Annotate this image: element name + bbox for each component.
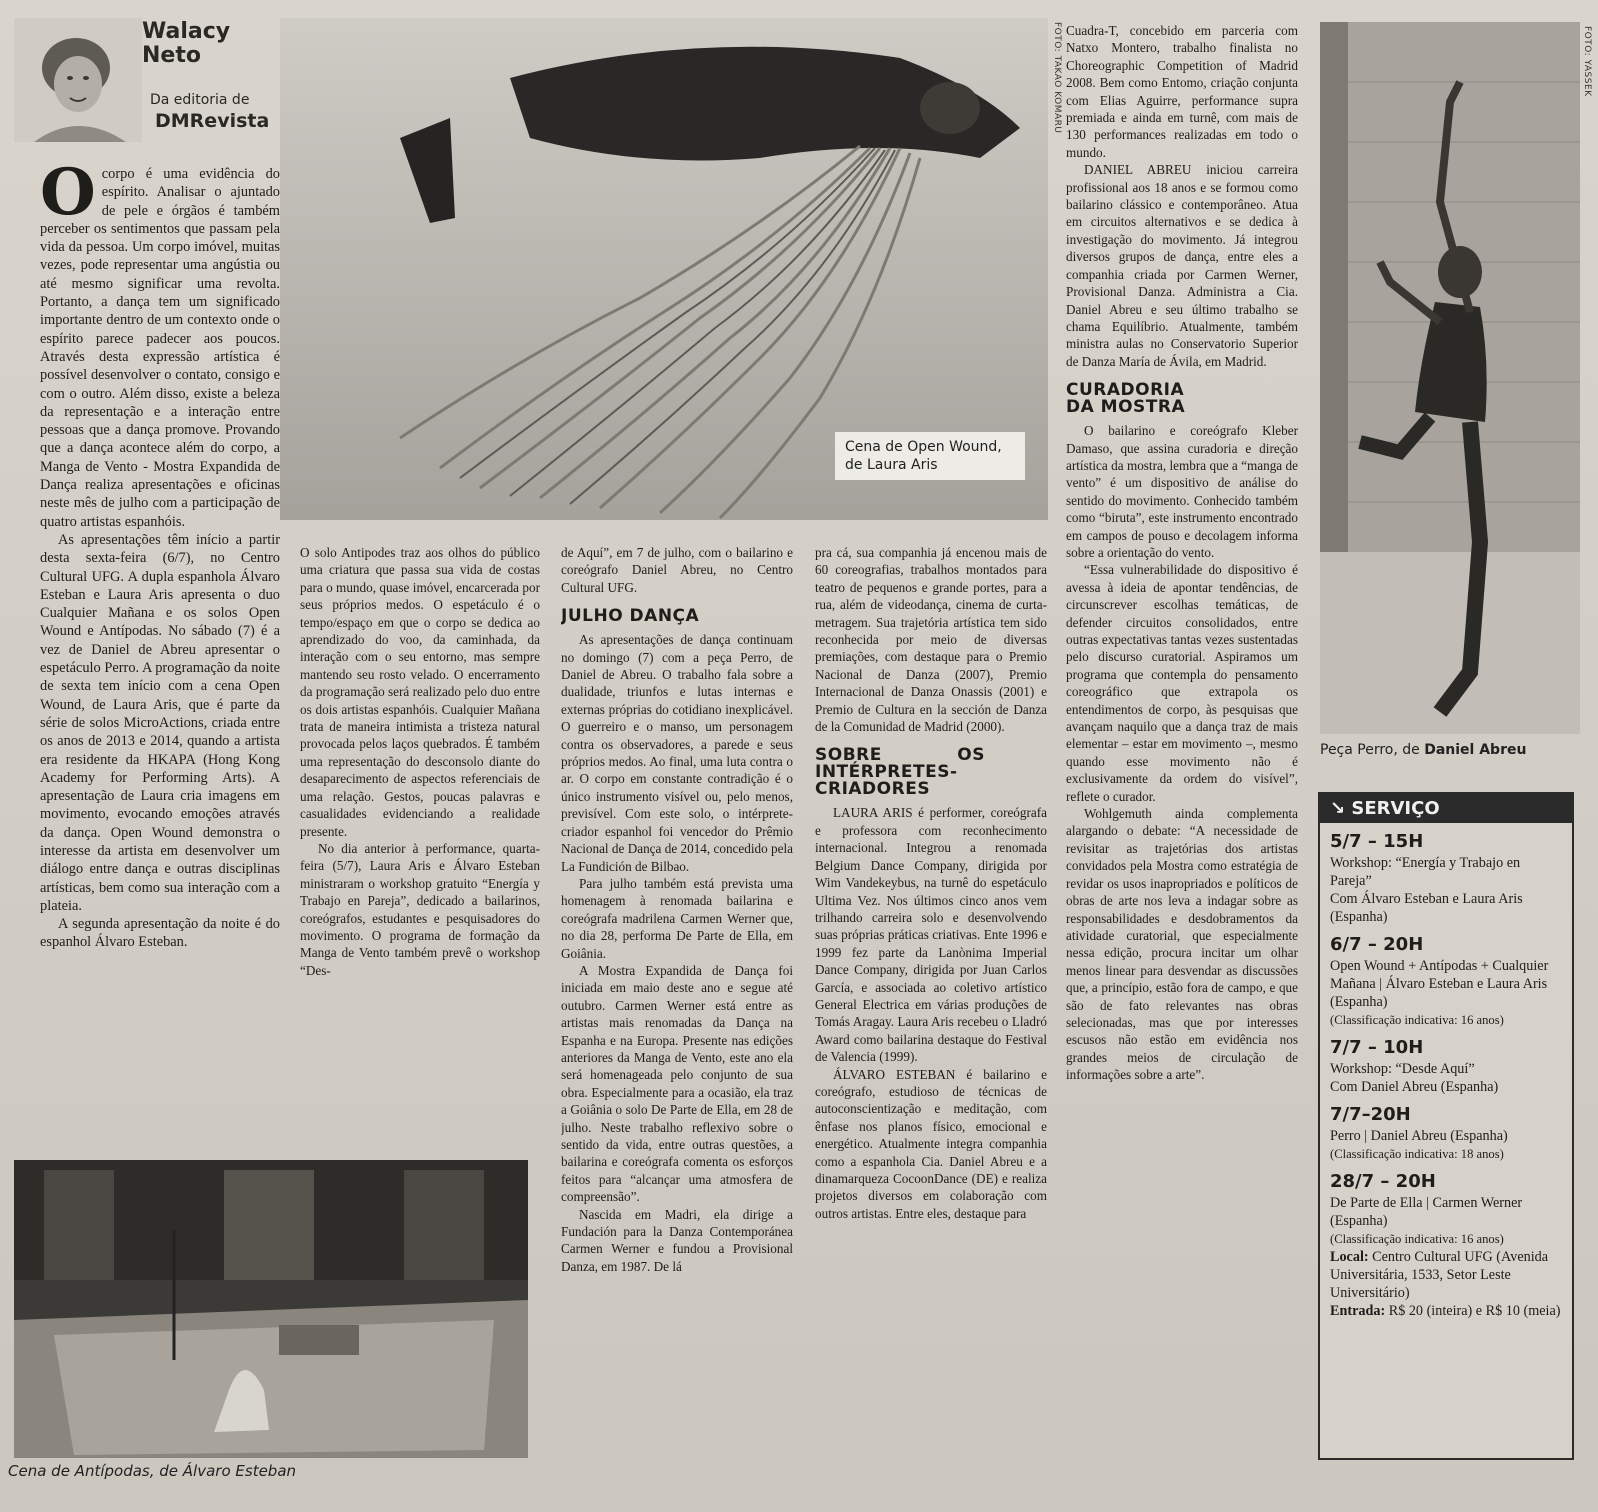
event-3-line-2: Com Daniel Abreu (Espanha) — [1330, 1079, 1499, 1095]
bottom-photo-caption: Cena de Antípodas, de Álvaro Esteban — [8, 1462, 297, 1480]
event-1-time: 5/7 – 15H — [1330, 831, 1424, 852]
top-photo-credit: FOTO: TAKAO KOMARU — [1052, 22, 1062, 134]
event-4 — [1320, 1104, 1572, 1163]
col5-paragraph-a1: DANIEL ABREU iniciou carreira profissional aos 18 anos e se formou como bailarino clássico e contemporâneo. Atua em circuitos alternativos e se dedica à investigação do movimento. Já integrou diversos grupos de dança, entre eles a companhia criada por Carmen Werner, Provisional Danza. Administra a Cia. Daniel Abreu e seu último trabalho se chama Equilíbrio. Atualmente, também ministra aulas no Conservatorio Superior de Danza María de Ávila, em Madrid. — [1066, 162, 1298, 369]
event-1-line-1: Workshop: “Energía y Trabajo en Pareja” — [1330, 855, 1521, 889]
column-3 — [561, 544, 793, 1472]
event-3-time: 7/7 – 10H — [1330, 1037, 1424, 1058]
entrada-value: R$ 20 (inteira) e R$ 10 (meia) — [1388, 1303, 1561, 1319]
servico-entrada — [1330, 1302, 1564, 1320]
desk-prefix: Da editoria de — [150, 92, 250, 108]
column-5 — [1066, 22, 1298, 1472]
col5-paragraph-b3: Wohlgemuth ainda complementa alargando o debate: “A necessidade de revisitar as trajetórias dos artistas convidados pela Mostra como estratégia de revidar os usos inapropriados e políticos de obras de arte nos leva a indagar sobre as responsabilidades e desdobramentos da atividade curatorial, que especialmente nessa edição, procura incitar um olhar menos linear para desvendar as discussões que, a princípio, estão fora de campo, e que são de fato relevantes nas obras selecionadas, mas que por interesses escusos não estão em evidência nos grandes meios de circulação de informações sobre a arte”. — [1066, 806, 1298, 1083]
event-2-rating: (Classificação indicativa: 16 anos) — [1330, 1013, 1504, 1027]
local-label: Local: — [1330, 1249, 1369, 1265]
event-5 — [1320, 1171, 1572, 1248]
col3-paragraph-3: A Mostra Expandida de Dança foi iniciada em maio deste ano e segue até outubro. Carmen Werner está entre as artistas mais renomadas da Dança na Espanha e na Europa. Presente nas edições anteriores da Manga de Vento, este ano ela será homenageada pelo conjunto de sua obra. Especialmente para a ocasião, ela traz a Goiânia o solo De Parte de Ella, em 28 de julho. Neste trabalho reflexivo sobre o sentido da vida, entre outras questões, a bailarina e coreógrafa comenta os esforços feitos para “alcançar uma atmosfera de compreensão”. — [561, 962, 793, 1205]
col4-paragraph-2: ÁLVARO ESTEBAN é bailarino e coreógrafo, estudioso de técnicas de autoconscientização e meditação, com ênfase nos planos físico, emocional e energético. Atualmente integra companhia como a espanhola Cia. Daniel Abreu e a dinamarqueza CocoonDance (DE) e realiza projetos diversos em colaboração com outros artistas. Entre eles, destaque para — [815, 1066, 1047, 1221]
col2-paragraph-2: No dia anterior à performance, quarta-feira (5/7), Laura Aris e Álvaro Esteban ministraram o workshop gratuito “Energía y Trabajo en Pareja”, dedicado a bailarinos, coreógrafos, estudantes e pesquisadores do movimento. O programa de formação da Manga de Vento também prevê o workshop “Des- — [300, 840, 540, 978]
servico-header — [1320, 794, 1572, 823]
col3-paragraph-2: Para julho também está prevista uma homenagem à renomada bailarina e coreógrafa madrilena Carmen Werner que, no dia 28, performa De Parte de Ella, em Goiânia. — [561, 875, 793, 961]
heading-julho-danca: JULHO DANÇA — [561, 606, 700, 627]
right-caption-prefix: Peça Perro, de — [1320, 742, 1425, 758]
heading-curadoria: CURADORIA DA MOSTRA — [1066, 380, 1186, 418]
col1-paragraph-1: Ocorpo é uma evidência do espírito. Analisar o ajuntado de pele e órgãos é também perceber os sentimentos que passam pela vida da pessoa. Um corpo imóvel, muitas vezes, pode representar uma angústia ou até mesmo significar uma revolta. Portanto, a dança tem um significado importante dentro de um contexto onde o espírito parece padecer aos poucos. Através desta expressão artística é possível desenvolver o contato, consigo e com o outro. Além disso, existe a beleza da representação e a interação entre pessoas que a dança promove. Provando que a dança acontece além do corpo, a Manga de Vento - Mostra Expandida de Dança realiza apresentações e oficinas neste mês de julho com a participação de quatro artistas espanhóis. — [40, 165, 280, 530]
dropcap: O — [40, 165, 96, 230]
event-2-time: 6/7 – 20H — [1330, 934, 1424, 955]
arrow-icon: ↘ — [1330, 798, 1346, 819]
event-4-rating: (Classificação indicativa: 18 anos) — [1330, 1147, 1504, 1161]
local-value: Centro Cultural UFG (Avenida Universitária, 1533, Setor Leste Universitário) — [1330, 1249, 1549, 1301]
event-3 — [1320, 1037, 1572, 1096]
event-3-line-1: Workshop: “Desde Aquí” — [1330, 1061, 1475, 1077]
event-5-time: 28/7 – 20H — [1330, 1171, 1436, 1192]
col1-paragraph-2: As apresentações têm início a partir desta sexta-feira (6/7), no Centro Cultural UFG. A dupla espanhola Álvaro Esteban e Laura Aris apresenta o duo Cualquier Mañana e os solos Open Wound e Antípodas. No sábado (7) é a vez de Daniel de Abreu apresentar o espetáculo Perro. A programação da noite de sexta tem início com a cena Open Wound, de Laura Aris, que é parte da série de solos MicroActions, criada entre os anos de 2013 e 2014, quando a artista era residente da HKAPA (Hong Kong Academy for Performing Arts). A apresentação de Laura cria imagens em movimento, evocando emoções através da dança. Open Wound demonstra o interesse da artista em desenvolver um diálogo entre dança e outras disciplinas artísticas, bem como sua interação com a plateia. — [40, 531, 280, 914]
event-4-time: 7/7–20H — [1330, 1104, 1411, 1125]
heading-interpretes: SOBRE OS INTÉRPRETES-CRIADORES — [815, 745, 985, 800]
right-caption-name: Daniel Abreu — [1424, 742, 1527, 758]
col4-lead: pra cá, sua companhia já encenou mais de 60 coreografias, trabalhos montados para teatro de pequenos e grande portes, para a rua, além de videodança, cinema de curta-metragem. Sua trajetória artística tem sido reconhecida por meio de diversas premiações, com destaque para o Premio Nacional de Danza (2007), Premio Internacional de Danza Onassis (2001) e Premio de Cultura en la sección de Danza de la Comunidad de Madrid (2000). — [815, 545, 1047, 735]
perro-photo — [1320, 22, 1580, 734]
servico-title: SERVIÇO — [1351, 798, 1440, 819]
col3-paragraph-1: As apresentações de dança continuam no domingo (7) com a peça Perro, de Daniel de Abreu. O trabalho fala sobre a dualidade, triunfos e lutas internas e externas próprias do cotidiano inexplicável. O guerreiro e o manso, um personagem contra os observadores, a parede e seus próprios medos. Ao final, uma luta contra o ar. O corpo em constante contradição é o único instrumento visível ou, pelo menos, previsível. Com este solo, o intérprete-criador espanhol foi vencedor do Prêmio Nacional de Dança de 2014, concedido pela La Fundición de Bilbao. — [561, 632, 793, 874]
event-1 — [1320, 831, 1572, 926]
entrada-label: Entrada: — [1330, 1303, 1386, 1319]
author-name: Walacy Neto — [142, 19, 231, 68]
event-5-line-1: De Parte de Ella | Carmen Werner (Espanha) — [1330, 1195, 1523, 1229]
col2-paragraph-1: O solo Antipodes traz aos olhos do público uma criatura que passa sua vida de costas para o mundo, quase imóvel, encarcerada por seus próprios medos. O espetáculo é o tempo/espaço em que o corpo se dedica ao aprendizado do voo, da caminhada, da interação com o seu entorno, mas sempre mantendo seu rosto velado. O encerramento da programação será realizado pelo duo entre os dois artistas espanhóis. Cualquier Mañana trata de maneira intimista a tristeza natural provocada pelos laços quebrados. É também uma representação do desconsolo diante do desaparecimento de aspectos referenciais de uma relação. Gestos, poucas palavras e casualidades evidenciando a realidade presente. — [300, 545, 540, 839]
event-4-line-1: Perro | Daniel Abreu (Espanha) — [1330, 1128, 1508, 1144]
event-5-rating: (Classificação indicativa: 16 anos) — [1330, 1232, 1504, 1246]
right-photo-credit: FOTO: YASSEK — [1582, 26, 1592, 97]
event-2-line-1: Open Wound + Antípodas + Cualquier Mañana | Álvaro Esteban e Laura Aris (Espanha) — [1330, 958, 1549, 1010]
right-photo-caption — [1320, 742, 1526, 758]
event-2 — [1320, 934, 1572, 1029]
column-4 — [815, 544, 1047, 1472]
col1-paragraph-3: A segunda apresentação da noite é do espanhol Álvaro Esteban. — [40, 916, 280, 951]
column-1 — [40, 165, 280, 1147]
servico-box — [1318, 792, 1574, 1460]
col5-paragraph-b1: O bailarino e coreógrafo Kleber Damaso, que assina curadoria e direção artística da mostra, lembra que a “manga de vento” é um dispositivo de análise do sentido do movimento. Conhecido também como “biruta”, este instrumento encontrado em campos de pouso e decolagem informa sobre a orientação do vento. — [1066, 423, 1298, 560]
desk-name: DMRevista — [155, 110, 270, 132]
column-2 — [300, 544, 540, 1150]
event-1-line-2: Com Álvaro Esteban e Laura Aris (Espanha) — [1330, 891, 1523, 925]
col5-paragraph-b2: “Essa vulnerabilidade do dispositivo é avessa à ideia de apontar tendências, de circunscrever escolhas temáticas, de defender circuitos consolidados, entre outras expectativas tantas vezes sustentadas pelo discurso curatorial. Aspiramos um programa que contempla do pensamento coreográfico que extrapola os entendimentos de corpo, às pesquisas que avançam naquilo que a dança traz de mais elementar – estar em movimento –, mesmo quando esse movimento não é exclusivamente da ordem do visível”, reflete o curador. — [1066, 562, 1298, 804]
col4-paragraph-1: LAURA ARIS é performer, coreógrafa e professora com reconhecimento internacional. Integrou a renomada Belgium Dance Company, dirigida por Wim Vandekeybus, na turnê do espetáculo Ultima Vez. Nos últimos cinco anos vem trilhando carreira solo e desenvolvendo suas próprias práticas criativas. Ente 1996 e 1999 fez parte da Lanònima Imperial Dance Company, dirigida por Juan Carlos García, e associada ao coletivo artístico General Electrica em várias produções de Tomás Aragay. Laura Aris recebeu o Lladró Award como bailarina destaque do Festival de Valencia (1999). — [815, 805, 1047, 1065]
author-photo — [14, 18, 142, 142]
col5-lead: Cuadra-T, concebido em parceria com Natxo Montero, trabalho finalista no Choreographic Competition of Madrid 2008. Bem como Entomo, criação conjunta com Elias Aguirre, performance supra premiada e ainda em turnê, com mais de 130 performances realizadas em todo o mundo. — [1066, 23, 1298, 160]
servico-local — [1330, 1248, 1564, 1302]
top-photo-caption: Cena de Open Wound, de Laura Aris — [835, 432, 1025, 480]
col3-paragraph-4: Nascida em Madri, ela dirige a Fundación para la Danza Contemporánea Carmen Werner e fundou a Provisional Danza, em 1987. De lá — [561, 1206, 793, 1274]
antipodas-photo — [14, 1160, 528, 1458]
col3-lead: de Aquí”, em 7 de julho, com o bailarino e coreógrafo Daniel Abreu, no Centro Cultural UFG. — [561, 545, 793, 595]
